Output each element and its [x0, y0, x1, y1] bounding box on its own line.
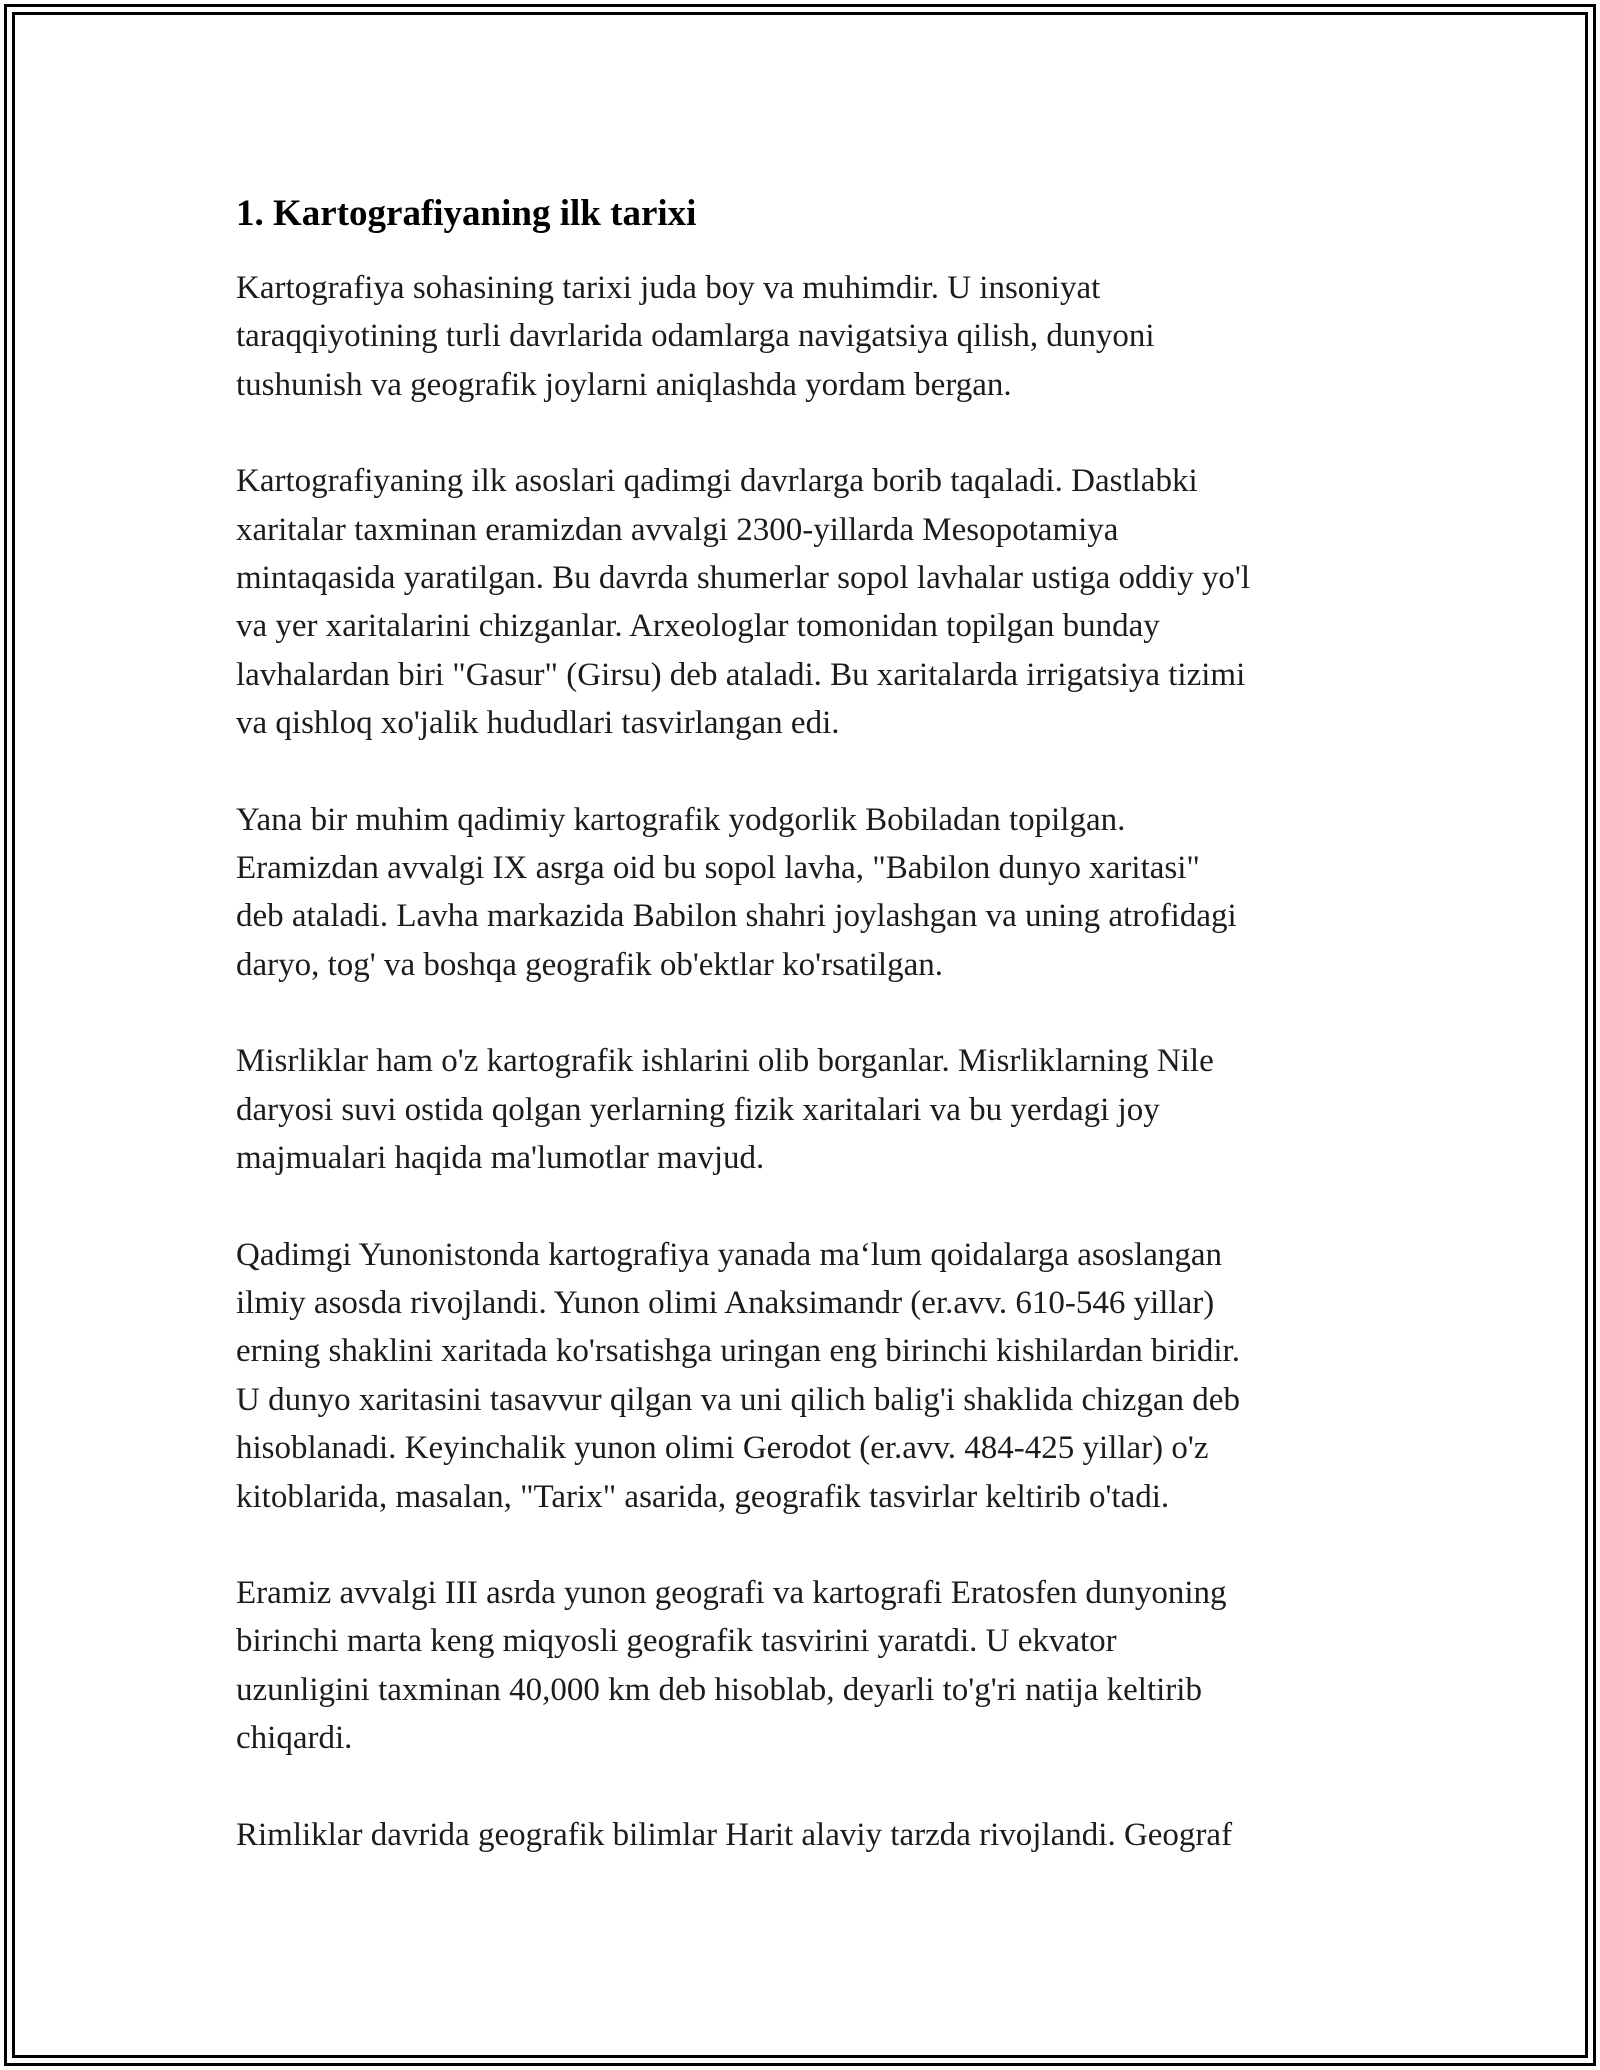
text-line: lavhalardan biri "Gasur" (Girsu) deb ataladi. Bu xaritalarda irrigatsiya tizimi	[236, 656, 1246, 693]
text-line: va yer xaritalarini chizganlar. Arxeologlar tomonidan topilgan bunday	[236, 608, 1160, 645]
text-line: erning shaklini xaritada ko'rsatishga uringan eng birinchi kishilardan biridir.	[236, 1333, 1240, 1370]
text-line: Eramizdan avvalgi IX asrga oid bu sopol lavha, "Babilon dunyo xaritasi"	[236, 850, 1200, 887]
paragraph-1	[236, 264, 1376, 409]
text-line: daryosi suvi ostida qolgan yerlarning fizik xaritalari va bu yerdagi joy	[236, 1091, 1160, 1128]
text-line: birinchi marta keng miqyosli geografik tasvirini yaratdi. U ekvator	[236, 1623, 1117, 1660]
text-line: deb ataladi. Lavha markazida Babilon shahri joylashgan va uning atrofidagi	[236, 898, 1237, 935]
text-line: tushunish va geografik joylarni aniqlashda yordam bergan.	[236, 366, 1012, 403]
text-line: Rimliklar davrida geografik bilimlar Harit alaviy tarzda rivojlandi. Geograf	[236, 1816, 1233, 1853]
document-body	[236, 186, 1376, 1907]
paragraph-5	[236, 1231, 1376, 1521]
text-line: majmualari haqida ma'lumotlar mavjud.	[236, 1140, 765, 1177]
text-line: daryo, tog' va boshqa geografik ob'ektlar ko'rsatilgan.	[236, 946, 943, 983]
text-line: Yana bir muhim qadimiy kartografik yodgorlik Bobiladan topilgan.	[236, 801, 1126, 838]
paragraph-6	[236, 1569, 1376, 1763]
text-line: chiqardi.	[236, 1720, 353, 1757]
text-line: Misrliklar ham o'z kartografik ishlarini olib borganlar. Misrliklarning Nile	[236, 1043, 1214, 1080]
text-line: kitoblarida, masalan, "Tarix" asarida, geografik tasvirlar keltirib o'tadi.	[236, 1478, 1170, 1515]
text-line: Eramiz avvalgi III asrda yunon geografi va kartografi Eratosfen dunyoning	[236, 1574, 1227, 1611]
text-line: uzunligini taxminan 40,000 km deb hisoblab, deyarli to'g'ri natija keltirib	[236, 1671, 1202, 1708]
paragraph-4	[236, 1037, 1376, 1182]
text-line: Kartografiya sohasining tarixi juda boy va muhimdir. U insoniyat	[236, 270, 1101, 306]
text-line: Qadimgi Yunonistonda kartografiya yanada maʻlum qoidalarga asoslangan	[236, 1236, 1223, 1273]
text-line: mintaqasida yaratilgan. Bu davrda shumerlar sopol lavhalar ustiga oddiy yo'l	[236, 560, 1251, 597]
text-line: hisoblanadi. Keyinchalik yunon olimi Gerodot (er.avv. 484-425 yillar) o'z	[236, 1430, 1209, 1467]
section-heading: 1. Kartografiyaning ilk tarixi	[236, 193, 697, 234]
text-line: va qishloq xo'jalik hududlari tasvirlangan edi.	[236, 705, 840, 742]
paragraph-3	[236, 796, 1376, 990]
paragraph-7	[236, 1811, 1376, 1859]
text-line: Kartografiyaning ilk asoslari qadimgi davrlarga borib taqaladi. Dastlabki	[236, 463, 1198, 500]
text-line: taraqqiyotining turli davrlarida odamlarga navigatsiya qilish, dunyoni	[236, 318, 1155, 355]
paragraph-2	[236, 457, 1376, 747]
text-line: U dunyo xaritasini tasavvur qilgan va uni qilich balig'i shaklida chizgan deb	[236, 1381, 1240, 1418]
text-line: xaritalar taxminan eramizdan avvalgi 2300-yillarda Mesopotamiya	[236, 511, 1119, 548]
text-line: ilmiy asosda rivojlandi. Yunon olimi Anaksimandr (er.avv. 610-546 yillar)	[236, 1284, 1215, 1321]
